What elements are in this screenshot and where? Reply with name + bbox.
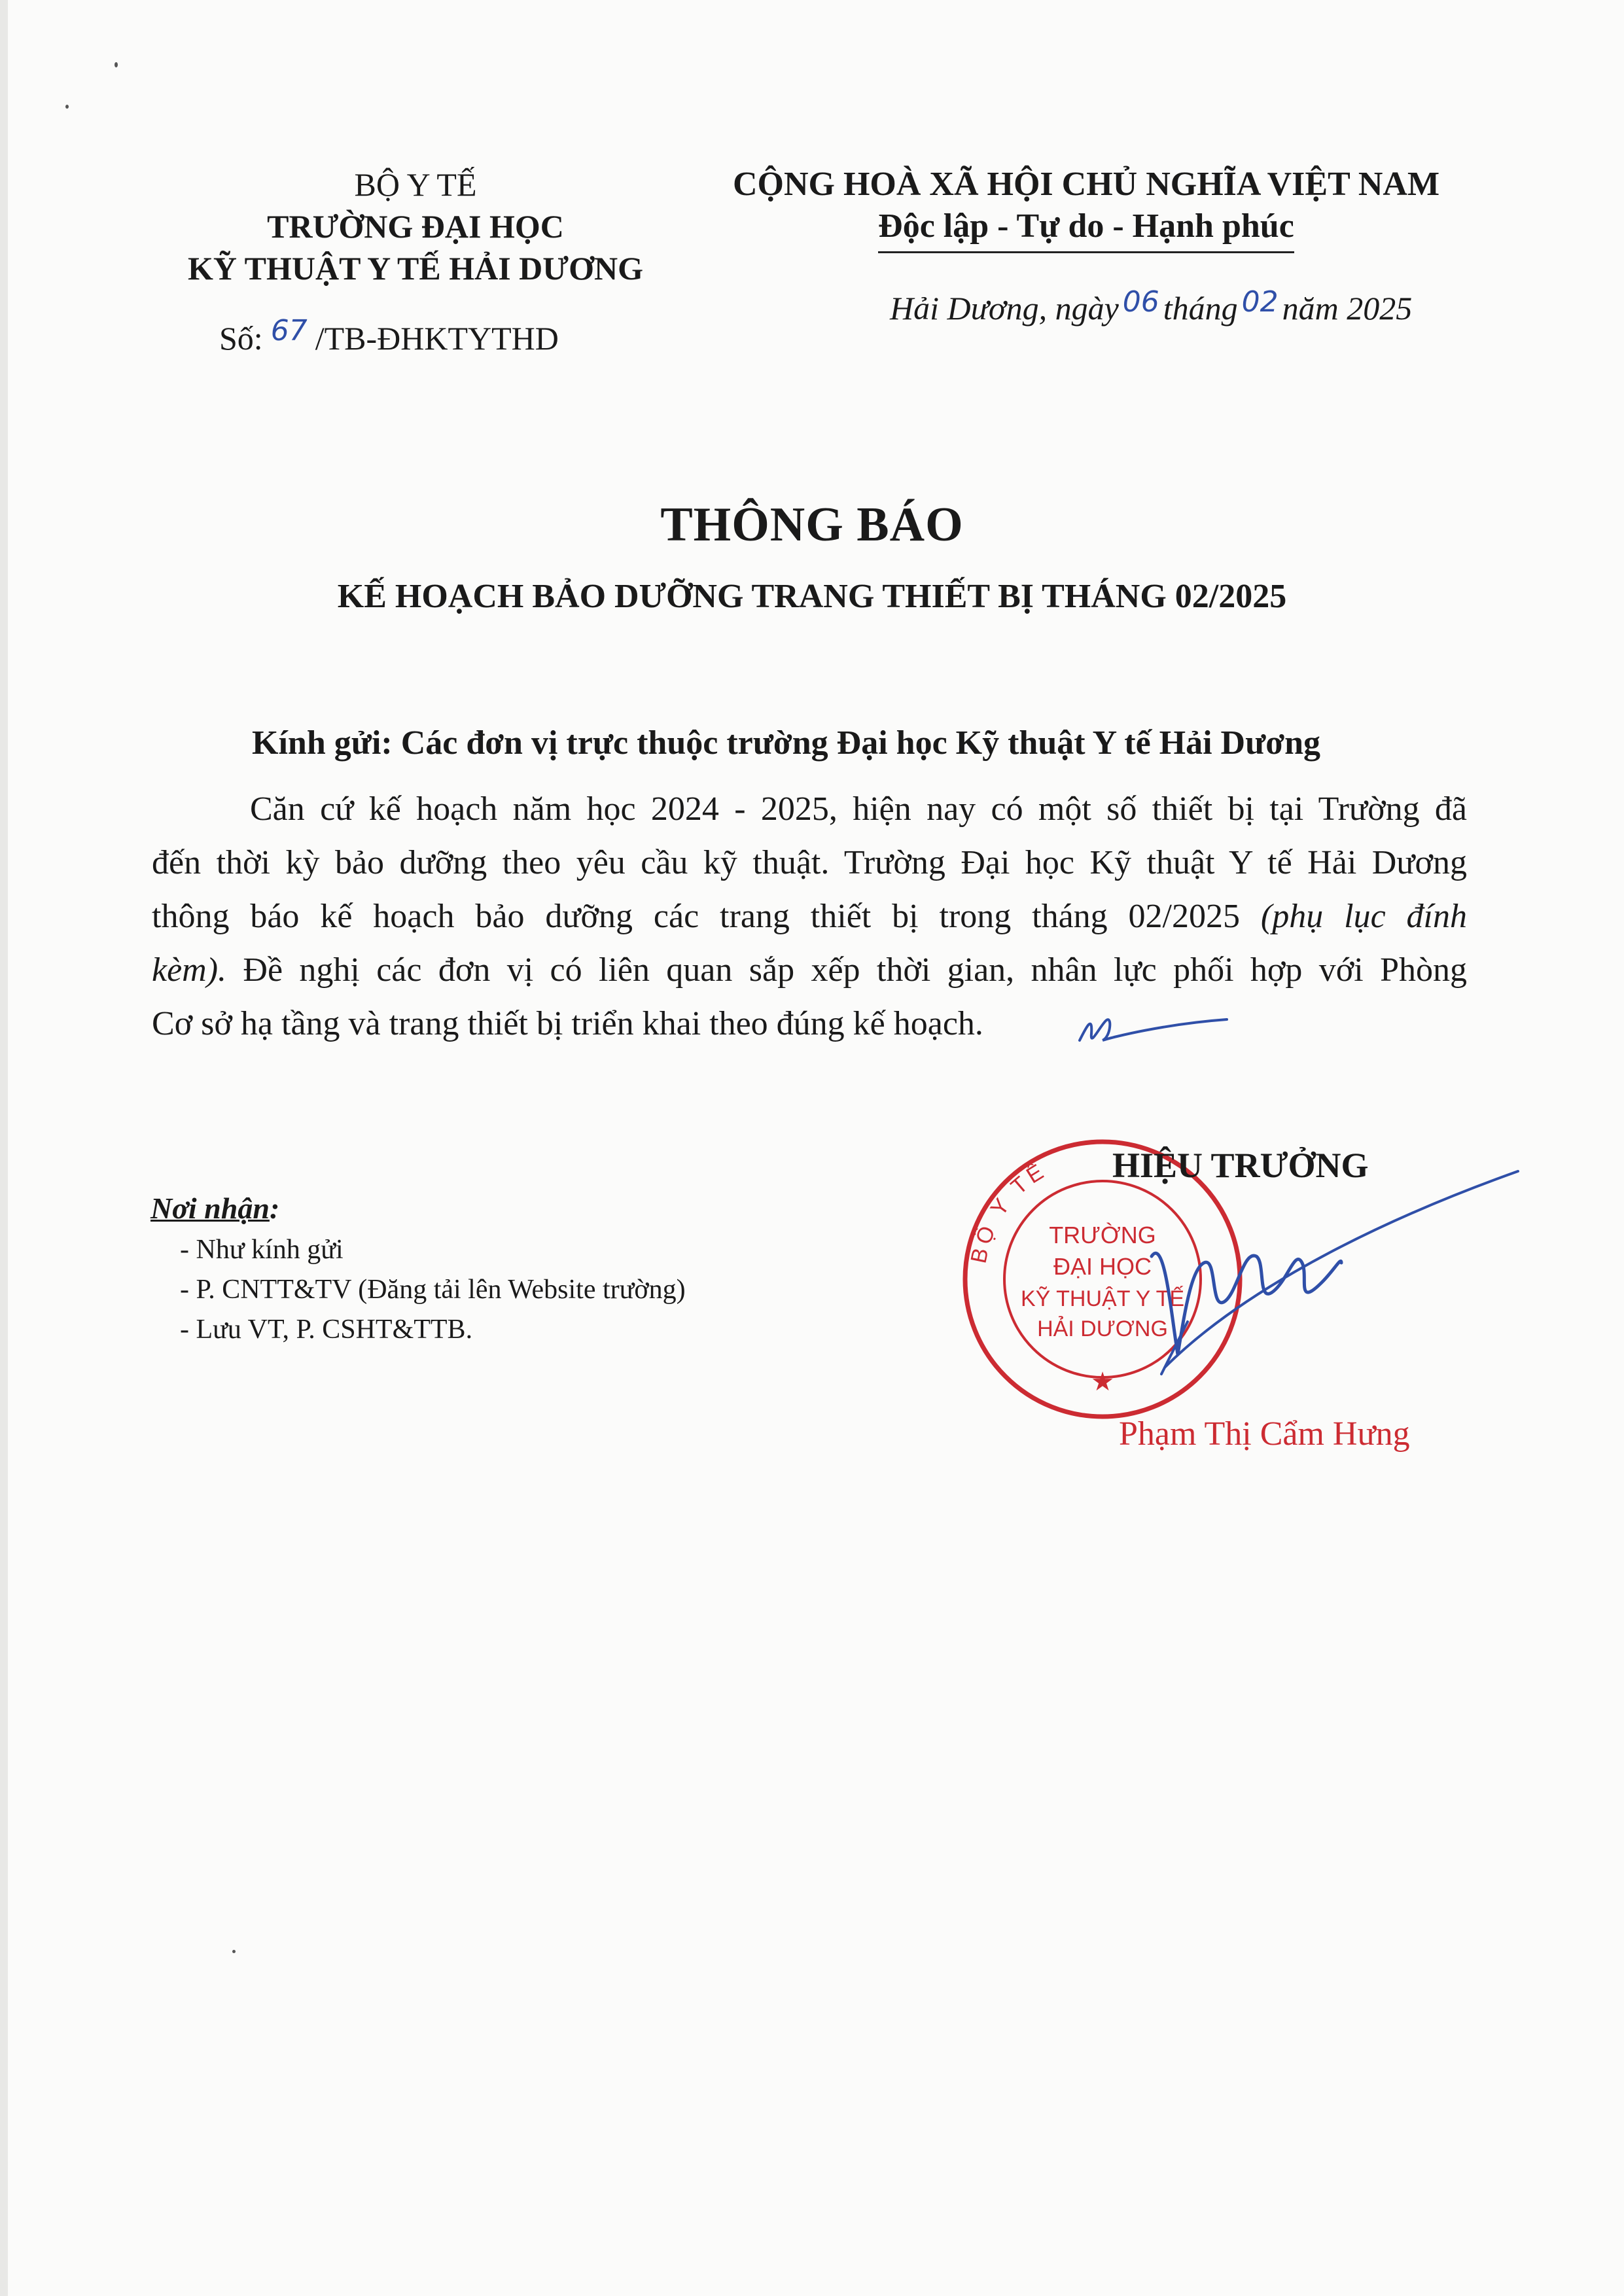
date-year: năm 2025 (1282, 290, 1413, 327)
document-number (219, 314, 559, 357)
salutation: Kính gửi: Các đơn vị trực thuộc trường Đại học Kỹ thuật Y tế Hải Dương (252, 724, 1321, 762)
body-line (152, 944, 1467, 997)
signer-title: HIỆU TRƯỞNG (1112, 1146, 1369, 1185)
signer-name: Phạm Thị Cẩm Hưng (1119, 1415, 1410, 1453)
country-name: CỘNG HOÀ XÃ HỘI CHỦ NGHĨA VIỆT NAM (732, 166, 1440, 203)
scan-speck (232, 1950, 236, 1953)
scan-speck (115, 62, 118, 67)
document-number-suffix: /TB-ĐHKTYTHD (315, 320, 559, 357)
handwritten-signature (1125, 1158, 1531, 1407)
appendix-note-end: kèm). (152, 951, 227, 989)
document-subtitle: KẾ HOẠCH BẢO DƯỠNG TRANG THIẾT BỊ THÁNG 02/2025 (337, 578, 1287, 615)
recipient-item: - Lưu VT, P. CSHT&TTB. (180, 1315, 473, 1345)
body-text-segment: Đề nghị các đơn vị có liên quan sắp xếp thời gian, nhân lực phối hợp với Phòng (243, 951, 1467, 989)
national-motto: Độc lập - Tự do - Hạnh phúc (878, 205, 1294, 253)
date-month-label: tháng (1163, 290, 1238, 327)
stamp-line: TRƯỜNG (1049, 1222, 1156, 1248)
date-day-handwritten: 06 (1122, 285, 1159, 319)
page-edge (0, 0, 8, 2296)
date-prefix: Hải Dương, ngày (890, 290, 1119, 327)
scan-speck (65, 105, 69, 109)
recipient-item: - P. CNTT&TV (Đăng tải lên Website trường) (180, 1275, 686, 1305)
body-text-segment: thông báo kế hoạch bảo dưỡng các trang thiết bị trong tháng 02/2025 (152, 898, 1240, 935)
issuer-block (164, 164, 667, 289)
document-title: THÔNG BÁO (660, 498, 964, 552)
body-paragraph (152, 783, 1467, 1051)
document-number-label: Số: (219, 320, 263, 357)
body-line: Căn cứ kế hoạch năm học 2024 - 2025, hiện nay có một số thiết bị tại Trường đã (250, 790, 1467, 828)
stamp-line: ĐẠI HỌC (1053, 1253, 1152, 1280)
recipients-title: Nơi nhận: (150, 1192, 280, 1225)
recipient-item: - Như kính gửi (180, 1235, 344, 1265)
appendix-note: (phụ lục đính (1260, 898, 1467, 935)
document-number-handwritten: 67 (270, 314, 308, 347)
body-line: đến thời kỳ bảo dưỡng theo yêu cầu kỹ thuật. Trường Đại học Kỹ thuật Y tế Hải Dương (152, 844, 1467, 881)
stamp-star-icon: ★ (1091, 1367, 1114, 1397)
body-line: Cơ sở hạ tầng và trang thiết bị triển khai theo đúng kế hoạch. (152, 1005, 983, 1042)
stamp-line: HẢI DƯƠNG (1037, 1316, 1168, 1341)
date-month-handwritten: 02 (1241, 285, 1279, 319)
initials-signature (1073, 1001, 1230, 1053)
date-line (890, 285, 1413, 327)
recipients-list (180, 1230, 686, 1350)
school-name-line2: KỸ THUẬT Y TẾ HẢI DƯƠNG (188, 250, 643, 287)
stamp-ring-text: BỘ Y TẾ (966, 1157, 1051, 1266)
school-name-line1: TRƯỜNG ĐẠI HỌC (267, 208, 564, 245)
body-line (152, 890, 1467, 944)
ministry-name: BỘ Y TẾ (354, 166, 477, 203)
national-header (694, 164, 1479, 253)
stamp-line: KỸ THUẬT Y TẾ (1020, 1286, 1185, 1311)
